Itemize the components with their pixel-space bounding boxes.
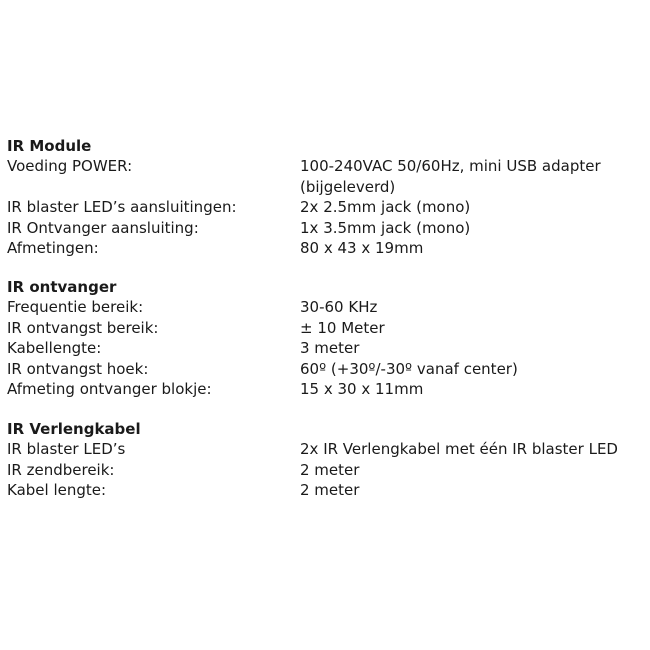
spec-label: IR Ontvanger aansluiting: [7,218,199,237]
spec-value: 2 meter [300,460,360,479]
spec-value: 1x 3.5mm jack (mono) [300,218,471,237]
spec-label: Afmetingen: [7,239,99,257]
spec-row [7,197,647,218]
spec-row [7,480,647,501]
section-ir-verlengkabel [7,420,647,501]
section-title: IR Verlengkabel [7,420,141,438]
spec-value: 80 x 43 x 19mm [300,239,424,257]
spec-label: IR ontvangst hoek: [7,359,149,378]
spec-label: IR zendbereik: [7,460,115,479]
section-ir-module [7,137,647,259]
spec-label: IR blaster LED’s [7,440,126,458]
spec-value: 15 x 30 x 11mm [300,380,424,398]
spec-label: Afmeting ontvanger blokje: [7,380,212,398]
spec-value: 30-60 KHz [300,298,378,316]
spec-label: IR ontvangst bereik: [7,318,159,337]
spec-row [7,238,647,259]
section-title: IR ontvanger [7,278,117,296]
spec-value: 60º (+30º/-30º vanaf center) [300,359,518,378]
spec-value: 2x 2.5mm jack (mono) [300,198,471,216]
spec-row [7,338,647,359]
spec-label: Kabel lengte: [7,481,107,499]
spec-value: 100-240VAC 50/60Hz, mini USB adapter (bijgeleverd) [300,157,601,196]
spec-row [7,297,647,318]
spec-value: 2 meter [300,481,360,499]
spec-row [7,218,647,239]
section-title: IR Module [7,137,92,155]
spec-value: ± 10 Meter [300,318,385,337]
spec-label: Kabellengte: [7,339,102,357]
spec-label: Voeding POWER: [7,157,133,175]
spec-value: 2x IR Verlengkabel met één IR blaster LED [300,440,618,458]
spec-row [7,359,647,380]
spec-label: IR blaster LED’s aansluitingen: [7,198,237,216]
spec-row [7,379,647,400]
spec-value: 3 meter [300,339,360,357]
spec-label: Frequentie bereik: [7,298,144,316]
spec-row [7,439,647,460]
spec-row [7,460,647,481]
section-ir-ontvanger [7,278,647,400]
spec-row [7,318,647,339]
spec-row [7,156,647,197]
